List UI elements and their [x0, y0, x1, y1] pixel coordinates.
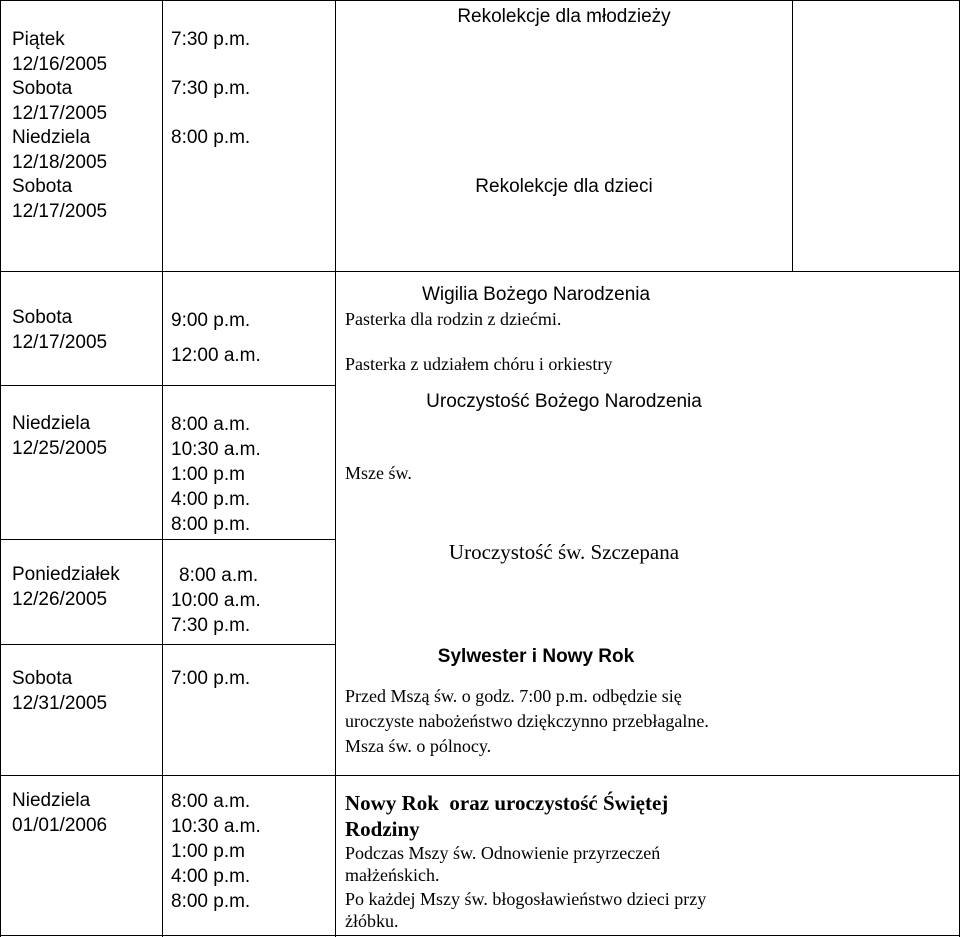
date-text: Niedziela — [12, 127, 91, 148]
st-stephen-title: Uroczystość św. Szczepana — [448, 540, 680, 564]
children-retreat-title: Rekolekcje dla dzieci — [475, 176, 653, 197]
new-year-line: żłóbku. — [345, 911, 399, 931]
date-text: 12/31/2005 — [12, 692, 108, 714]
row4-dates — [12, 563, 120, 612]
new-year-title-line: Rodziny — [345, 817, 420, 841]
table-row-divider — [0, 775, 960, 776]
time-text: 7:30 p.m. — [171, 78, 251, 99]
row4-times — [171, 563, 261, 638]
table-border-left — [0, 0, 1, 937]
time-text: 8:00 p.m. — [171, 891, 251, 912]
date-text: Sobota — [12, 78, 73, 99]
new-year-title — [345, 790, 668, 842]
table-row-divider — [0, 539, 336, 540]
new-years-eve-line: uroczyste nabożeństwo dziękczynno przebłagalne. — [345, 711, 709, 731]
time-text: 1:00 p.m — [171, 841, 245, 862]
time-text: 4:00 p.m. — [171, 866, 251, 887]
date-text: Sobota — [12, 307, 73, 328]
date-text: 12/25/2005 — [12, 437, 108, 459]
christmas-day-title: Uroczystość Bożego Narodzenia — [426, 391, 702, 412]
date-text: Sobota — [12, 176, 73, 197]
christmas-eve-title: Wigilia Bożego Narodzenia — [421, 284, 651, 305]
time-text: 1:00 p.m — [171, 464, 245, 485]
table-divider — [792, 0, 793, 272]
row1-dates — [12, 28, 107, 224]
new-years-eve-line: Msza św. o pólnocy. — [345, 736, 492, 756]
christmas-day-line: Msze św. — [345, 463, 412, 483]
time-text: 4:00 p.m. — [171, 489, 251, 510]
table-row-divider — [0, 385, 336, 386]
table-divider — [162, 0, 163, 937]
table-border-bottom — [0, 935, 960, 936]
new-year-line: małżeńskich. — [345, 865, 440, 885]
table-border-top — [0, 0, 960, 1]
row1-times — [171, 28, 250, 151]
time-text: 8:00 p.m. — [171, 514, 251, 535]
row5-dates — [12, 667, 107, 716]
new-year-line: Po każdej Mszy św. błogosławieństwo dzieci przy — [345, 889, 707, 909]
time-text: 8:00 a.m. — [179, 565, 259, 586]
time-text: 7:00 p.m. — [171, 668, 251, 689]
time-text: 7:30 p.m. — [171, 615, 251, 636]
date-text: Sobota — [12, 668, 73, 689]
time-text: 10:30 a.m. — [171, 816, 261, 837]
date-text: 01/01/2006 — [12, 814, 108, 836]
christmas-eve-line: Pasterka z udziałem chóru i orkiestry — [345, 354, 613, 374]
time-text: 8:00 p.m. — [171, 127, 251, 148]
table-divider — [335, 0, 336, 937]
new-year-title-line: Nowy Rok oraz uroczystość Świętej — [345, 791, 669, 815]
date-text: 12/26/2005 — [12, 588, 108, 610]
row5-times — [171, 667, 250, 692]
date-text: 12/17/2005 — [12, 102, 108, 124]
new-year-line: Podczas Mszy św. Odnowienie przyrzeczeń — [345, 843, 661, 863]
time-text: 9:00 p.m. — [171, 310, 251, 331]
row6-times — [171, 789, 261, 914]
date-text: Poniedziałek — [12, 564, 120, 585]
youth-retreat-title: Rekolekcje dla młodzieży — [457, 6, 671, 27]
time-text: 10:30 a.m. — [171, 439, 261, 460]
table-row-divider — [0, 271, 960, 272]
date-text: 12/16/2005 — [12, 53, 108, 75]
time-text: 10:00 a.m. — [171, 590, 261, 611]
christmas-eve-line: Pasterka dla rodzin z dziećmi. — [345, 309, 562, 329]
new-years-eve-line: Przed Mszą św. o godz. 7:00 p.m. odbędzie się — [345, 686, 682, 706]
table-row-divider — [0, 644, 336, 645]
row6-dates — [12, 789, 107, 838]
date-text: Niedziela — [12, 790, 91, 811]
time-text: 8:00 a.m. — [171, 414, 251, 435]
date-text: 12/18/2005 — [12, 151, 108, 173]
date-text: 12/17/2005 — [12, 200, 108, 222]
row3-dates — [12, 412, 107, 461]
time-text: 8:00 a.m. — [171, 791, 251, 812]
time-text: 7:30 p.m. — [171, 29, 251, 50]
date-text: Piątek — [12, 29, 65, 50]
row2-times — [171, 309, 261, 368]
date-text: Niedziela — [12, 413, 91, 434]
date-text: 12/17/2005 — [12, 331, 108, 353]
row2-dates — [12, 306, 107, 355]
time-text: 12:00 a.m. — [171, 344, 261, 366]
new-years-eve-title: Sylwester i Nowy Rok — [437, 646, 635, 667]
row3-times — [171, 412, 261, 537]
